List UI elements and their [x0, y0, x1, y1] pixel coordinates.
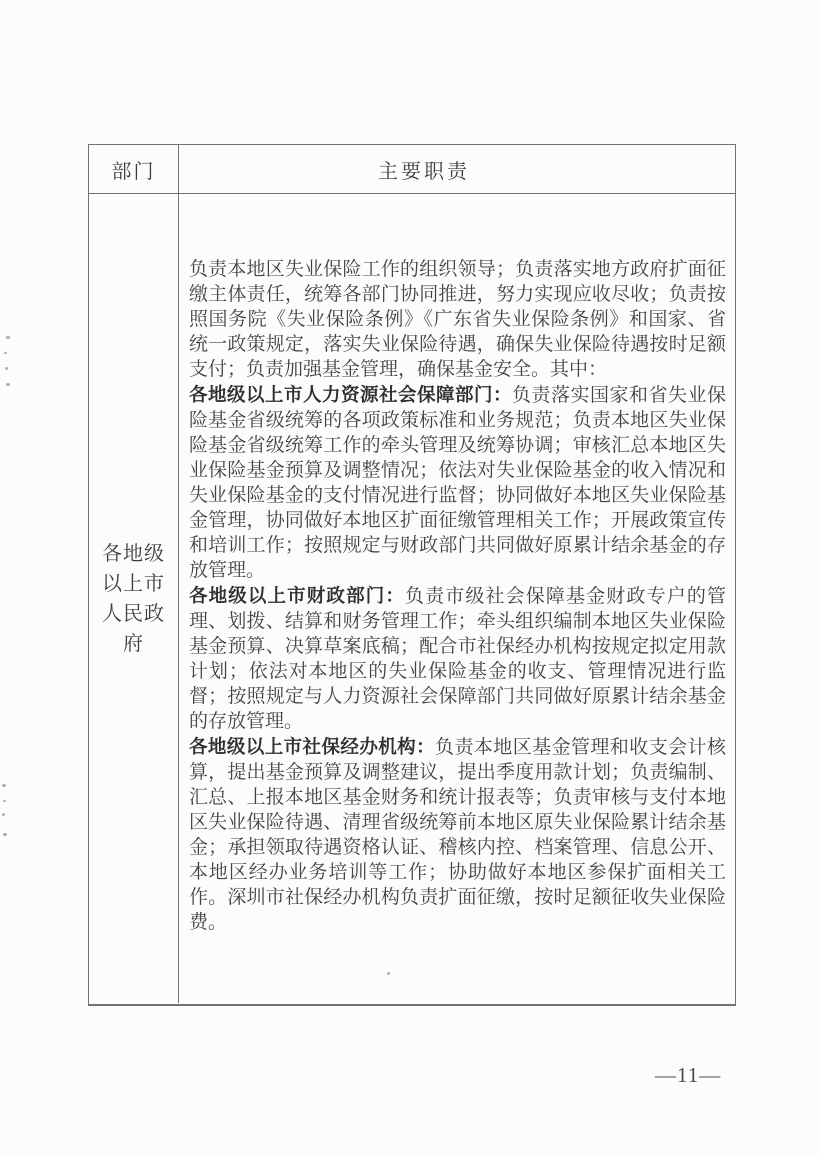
duty-body: 负责落实国家和省失业保险基金省级统筹的各项政策标准和业务规范；负责本地区失业保险基金省级统筹工作的牵头管理及统筹协调；审核汇总本地区失业保险基金预算及调整情况；依法对失业保险基金的收入情况和失业保险基金的支付情况进行监督；协同做好本地区失业保险基金管理，协同做好本地区扩面征缴管理相关工作；开展政策宣传和培训工作；按照规定与财政部门共同做好原累计结余基金的存放管理。 — [189, 385, 726, 581]
scan-artifact — [2, 813, 5, 816]
header-department-label: 部门 — [111, 160, 156, 183]
duty-paragraph-finance — [189, 583, 726, 734]
cell-department — [89, 194, 179, 1003]
department-name: 各地级以上市人民政府 — [102, 542, 165, 655]
header-cell-duties — [179, 145, 735, 193]
page-number: —11— — [655, 1063, 722, 1087]
cell-duties — [179, 194, 735, 1003]
header-cell-department — [89, 145, 179, 193]
duty-paragraph-agency — [189, 734, 726, 935]
duty-body: 负责本地区基金管理和收支会计核算，提出基金预算及调整建议，提出季度用款计划；负责编制、汇总、上报本地区基金财务和统计报表等；负责审核与支付本地区失业保险待遇、清理省级统筹前本地区原失业保险累计结余基金；承担领取待遇资格认证、稽核内控、档案管理、信息公开、本地区经办业务培训等工作；协助做好本地区参保扩面相关工作。深圳市社保经办机构负责扩面征缴，按时足额征收失业保险费。 — [189, 737, 726, 933]
scan-artifact — [6, 383, 10, 386]
scan-artifact — [3, 833, 7, 836]
duties-table — [88, 144, 736, 1006]
scan-artifact — [2, 784, 6, 787]
header-duties-label: 主要职责 — [378, 160, 470, 183]
table-body-row — [89, 194, 735, 1003]
scan-artifact — [5, 367, 8, 370]
duty-lead: 各地级以上市社保经办机构： — [189, 736, 436, 757]
duty-paragraph-overview — [189, 256, 726, 382]
table-header-row — [89, 145, 735, 194]
duty-body: 负责本地区失业保险工作的组织领导；负责落实地方政府扩面征缴主体责任，统筹各部门协同推进，努力实现应收尽收；负责按照国务院《失业保险条例》《广东省失业保险条例》和国家、省统一政策规定，落实失业保险待遇，确保失业保险待遇按时足额支付；负责加强基金管理，确保基金安全。其中： — [189, 259, 726, 380]
scan-artifact — [4, 352, 7, 354]
duty-paragraph-hr-social-security — [189, 382, 726, 583]
duty-lead: 各地级以上市财政部门： — [189, 585, 405, 606]
scan-artifact — [3, 800, 6, 802]
duty-body: 负责市级社会保障基金财政专户的管理、划拨、结算和财务管理工作；牵头组织编制本地区失业保险基金预算、决算草案底稿；配合市社保经办机构按规定拟定用款计划；依法对本地区的失业保险基金的收支、管理情况进行监督；按照规定与人力资源社会保障部门共同做好原累计结余基金的存放管理。 — [189, 586, 726, 732]
scan-artifact — [6, 336, 10, 339]
duty-lead: 各地级以上市人力资源社会保障部门： — [189, 384, 512, 405]
